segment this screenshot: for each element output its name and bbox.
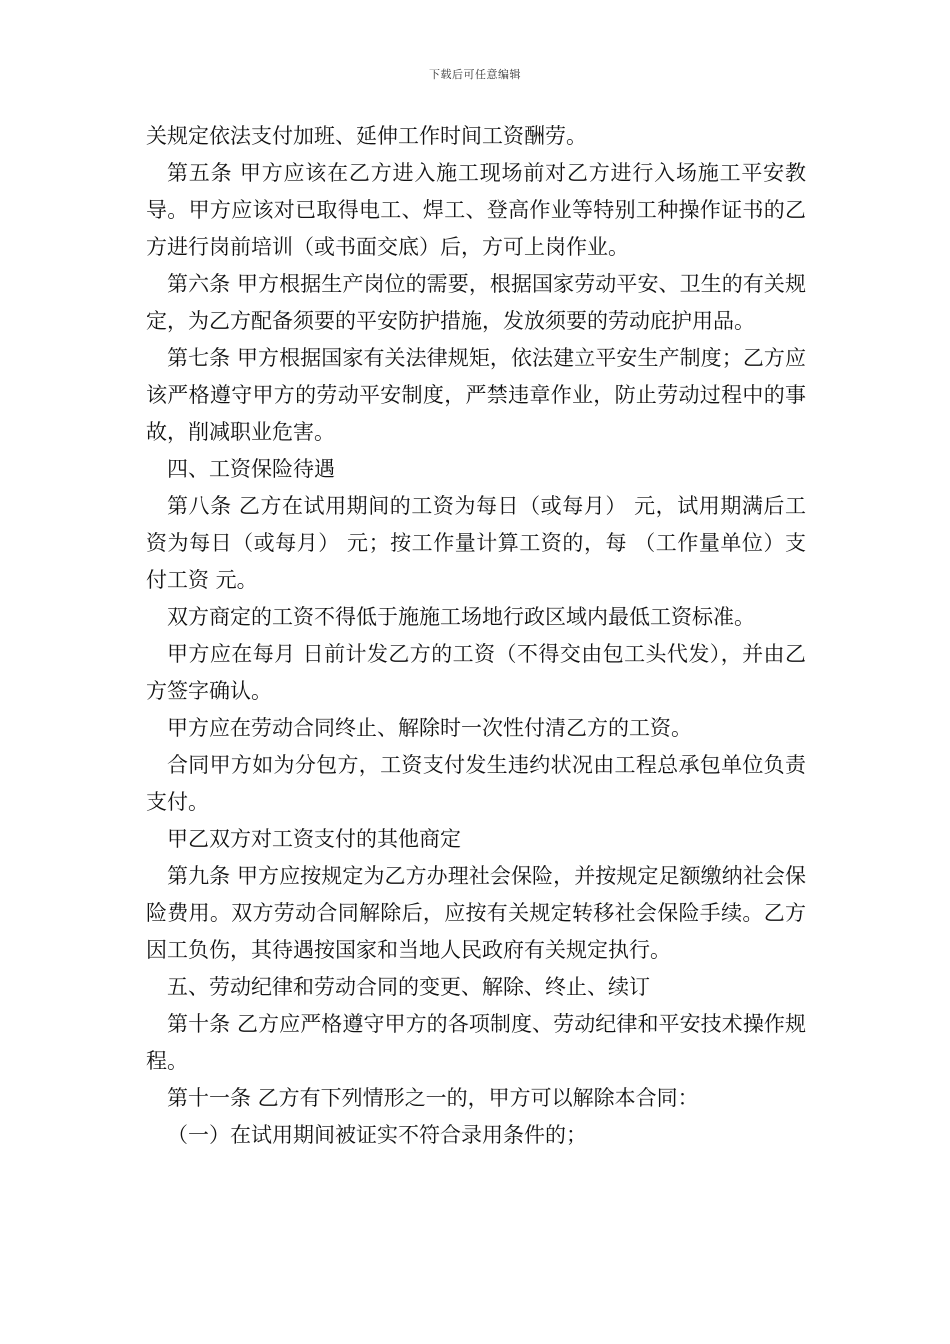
paragraph-article-7: 第七条 甲方根据国家有关法律规矩，依法建立平安生产制度；乙方应该严格遵守甲方的劳动平安制度，严禁违章作业，防止劳动过程中的事故，削减职业危害。 [146,346,806,444]
paragraph-article-10: 第十条 乙方应严格遵守甲方的各项制度、劳动纪律和平安技术操作规程。 [146,1012,806,1073]
paragraph-pay-date: 甲方应在每月 日前计发乙方的工资（不得交由包工头代发），并由乙方签字确认。 [146,642,806,703]
paragraph-subcontractor: 合同甲方如为分包方，工资支付发生违约状况由工程总承包单位负责支付。 [146,753,806,814]
paragraph-article-5: 第五条 甲方应该在乙方进入施工现场前对乙方进行入场施工平安教导。甲方应该对已取得电工、焊工、登高作业等特别工种操作证书的乙方进行岗前培训（或书面交底）后，方可上岗作业。 [146,161,806,259]
paragraph-final-pay: 甲方应在劳动合同终止、解除时一次性付清乙方的工资。 [167,716,692,740]
paragraph-other-agreements: 甲乙双方对工资支付的其他商定 [167,827,461,851]
section-heading-discipline: 五、劳动纪律和劳动合同的变更、解除、终止、续订 [167,975,650,999]
paragraph-1: 关规定依法支付加班、延伸工作时间工资酬劳。 [146,124,587,148]
paragraph-article-6: 第六条 甲方根据生产岗位的需要，根据国家劳动平安、卫生的有关规定，为乙方配备须要的平安防护措施，发放须要的劳动庇护用品。 [146,272,806,333]
section-heading-wages: 四、工资保险待遇 [167,457,335,481]
page-header-note: 下载后可任意编辑 [429,68,521,81]
paragraph-min-wage: 双方商定的工资不得低于施施工场地行政区域内最低工资标准。 [167,605,755,629]
paragraph-article-8: 第八条 乙方在试用期间的工资为每日（或每月） 元，试用期满后工资为每日（或每月） 元；按工作量计算工资的，每 （工作量单位）支付工资 元。 [146,494,806,592]
paragraph-article-9: 第九条 甲方应按规定为乙方办理社会保险，并按规定足额缴纳社会保险费用。双方劳动合同解除后，应按有关规定转移社会保险手续。乙方因工负伤，其待遇按国家和当地人民政府有关规定执行。 [146,864,806,962]
paragraph-article-11: 第十一条 乙方有下列情形之一的，甲方可以解除本合同： [167,1086,699,1110]
paragraph-item-1: （一）在试用期间被证实不符合录用条件的； [167,1123,587,1147]
document-body [146,118,806,1154]
